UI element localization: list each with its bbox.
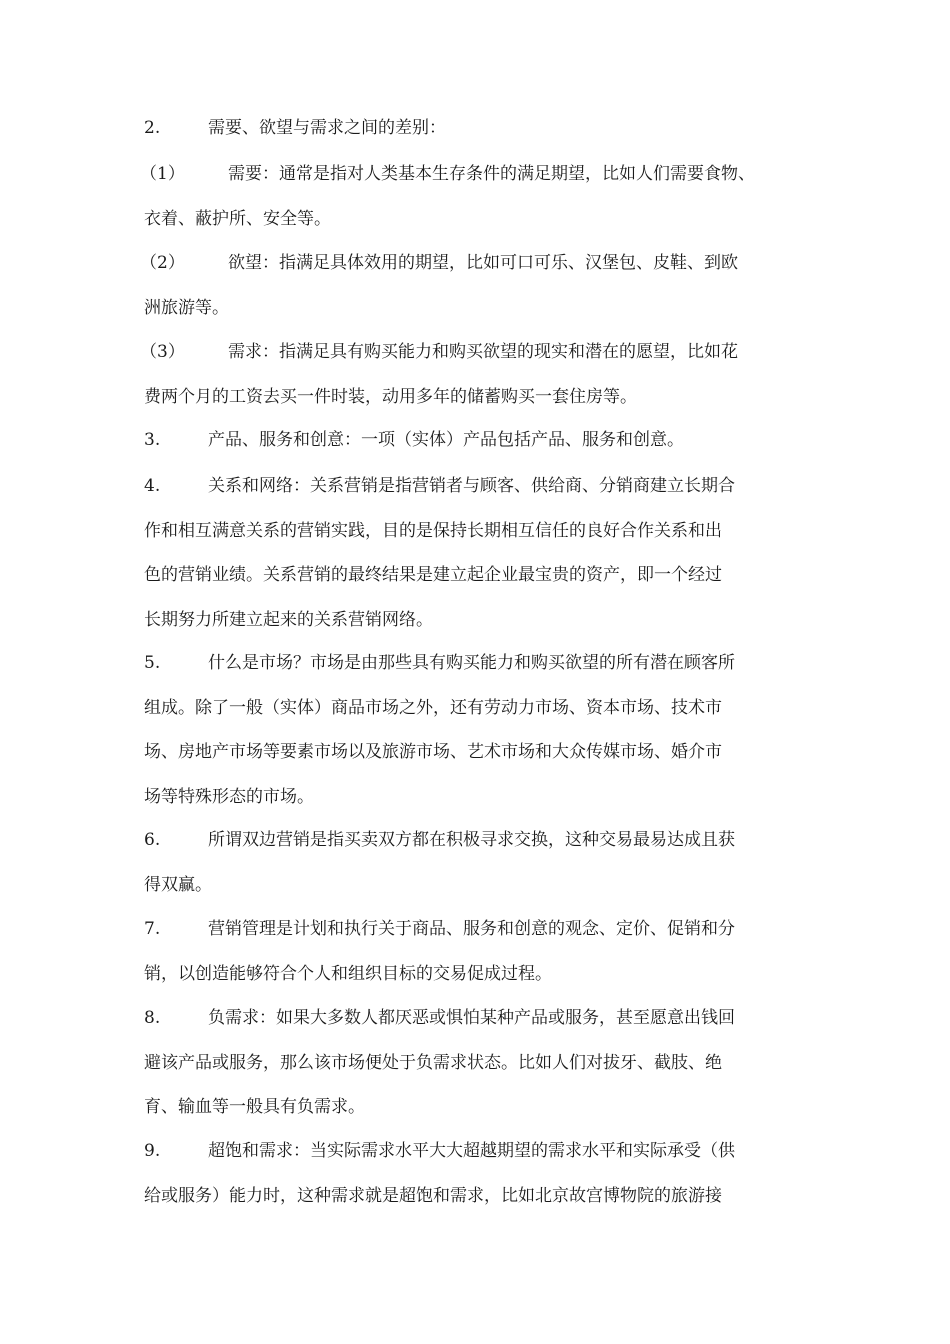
paragraph-line — [144, 818, 824, 863]
line-text: 产品、服务和创意：一项（实体）产品包括产品、服务和创意。 — [208, 430, 684, 450]
paragraph-6 — [144, 818, 824, 907]
paragraph-5 — [144, 641, 824, 819]
paragraph-line — [144, 907, 824, 952]
line-text: 需要、欲望与需求之间的差别： — [208, 118, 446, 138]
paragraph-line: 得双赢。 — [144, 874, 212, 895]
item-number: 4. — [144, 476, 161, 496]
item-number: （3） — [140, 342, 185, 362]
item-number: （2） — [140, 253, 185, 273]
paragraph-line: 避该产品或服务，那么该市场便处于负需求状态。比如人们对拔牙、截肢、绝 — [144, 1052, 722, 1073]
paragraph-line — [144, 996, 824, 1041]
item-number: 9. — [144, 1141, 161, 1161]
line-text: 什么是市场？市场是由那些具有购买能力和购买欲望的所有潜在顾客所 — [208, 653, 735, 673]
paragraph-line — [144, 106, 824, 151]
paragraph-2-3 — [140, 330, 820, 419]
paragraph-line: 色的营销业绩。关系营销的最终结果是建立起企业最宝贵的资产，即一个经过 — [144, 565, 722, 585]
paragraph-line: 组成。除了一般（实体）商品市场之外，还有劳动力市场、资本市场、技术市 — [144, 697, 722, 718]
paragraph-9 — [144, 1129, 824, 1218]
paragraph-line: 给或服务）能力时，这种需求就是超饱和需求，比如北京故宫博物院的旅游接 — [144, 1185, 722, 1206]
paragraph-line: 育、输血等一般具有负需求。 — [144, 1097, 365, 1117]
paragraph-3 — [144, 418, 824, 463]
line-text: 关系和网络：关系营销是指营销者与顾客、供给商、分销商建立长期合 — [208, 476, 735, 496]
paragraph-line — [140, 152, 820, 197]
paragraph-line — [140, 330, 820, 375]
paragraph-line: 销，以创造能够符合个人和组织目标的交易促成过程。 — [144, 963, 552, 984]
paragraph-line — [144, 464, 824, 509]
line-text: 需求：指满足具有购买能力和购买欲望的现实和潜在的愿望，比如花 — [228, 342, 738, 362]
item-number: 7. — [144, 919, 161, 939]
item-number: 8. — [144, 1008, 161, 1028]
paragraph-line — [144, 641, 824, 686]
line-text: 需要：通常是指对人类基本生存条件的满足期望，比如人们需要食物、 — [228, 164, 755, 184]
paragraph-line: 场等特殊形态的市场。 — [144, 786, 314, 807]
line-text: 欲望：指满足具体效用的期望，比如可口可乐、汉堡包、皮鞋、到欧 — [228, 253, 738, 273]
line-text: 所谓双边营销是指买卖双方都在积极寻求交换，这种交易最易达成且获 — [208, 830, 735, 850]
item-number: 2. — [144, 118, 161, 138]
paragraph-line — [140, 241, 820, 286]
paragraph-4 — [144, 464, 824, 642]
paragraph-7 — [144, 907, 824, 996]
item-number: 5. — [144, 653, 161, 673]
paragraph-line — [144, 1129, 824, 1174]
line-text: 超饱和需求：当实际需求水平大大超越期望的需求水平和实际承受（供 — [208, 1141, 735, 1161]
line-text: 营销管理是计划和执行关于商品、服务和创意的观念、定价、促销和分 — [208, 919, 735, 939]
paragraph-line: 作和相互满意关系的营销实践，目的是保持长期相互信任的良好合作关系和出 — [144, 520, 722, 541]
paragraph-line: 洲旅游等。 — [144, 297, 229, 318]
paragraph-line: 衣着、蔽护所、安全等。 — [144, 208, 331, 229]
line-text: 负需求：如果大多数人都厌恶或惧怕某种产品或服务，甚至愿意出钱回 — [208, 1008, 735, 1028]
paragraph-line: 场、房地产市场等要素市场以及旅游市场、艺术市场和大众传媒市场、婚介市 — [144, 742, 722, 762]
item-number: 3. — [144, 430, 161, 450]
item-number: 6. — [144, 830, 161, 850]
paragraph-2-1 — [140, 152, 820, 241]
paragraph-8 — [144, 996, 824, 1130]
paragraph-2 — [144, 106, 824, 151]
paragraph-line: 长期努力所建立起来的关系营销网络。 — [144, 609, 433, 630]
paragraph-line: 费两个月的工资去买一件时装，动用多年的储蓄购买一套住房等。 — [144, 386, 637, 407]
paragraph-2-2 — [140, 241, 820, 330]
paragraph-line — [144, 418, 824, 463]
item-number: （1） — [140, 164, 185, 184]
